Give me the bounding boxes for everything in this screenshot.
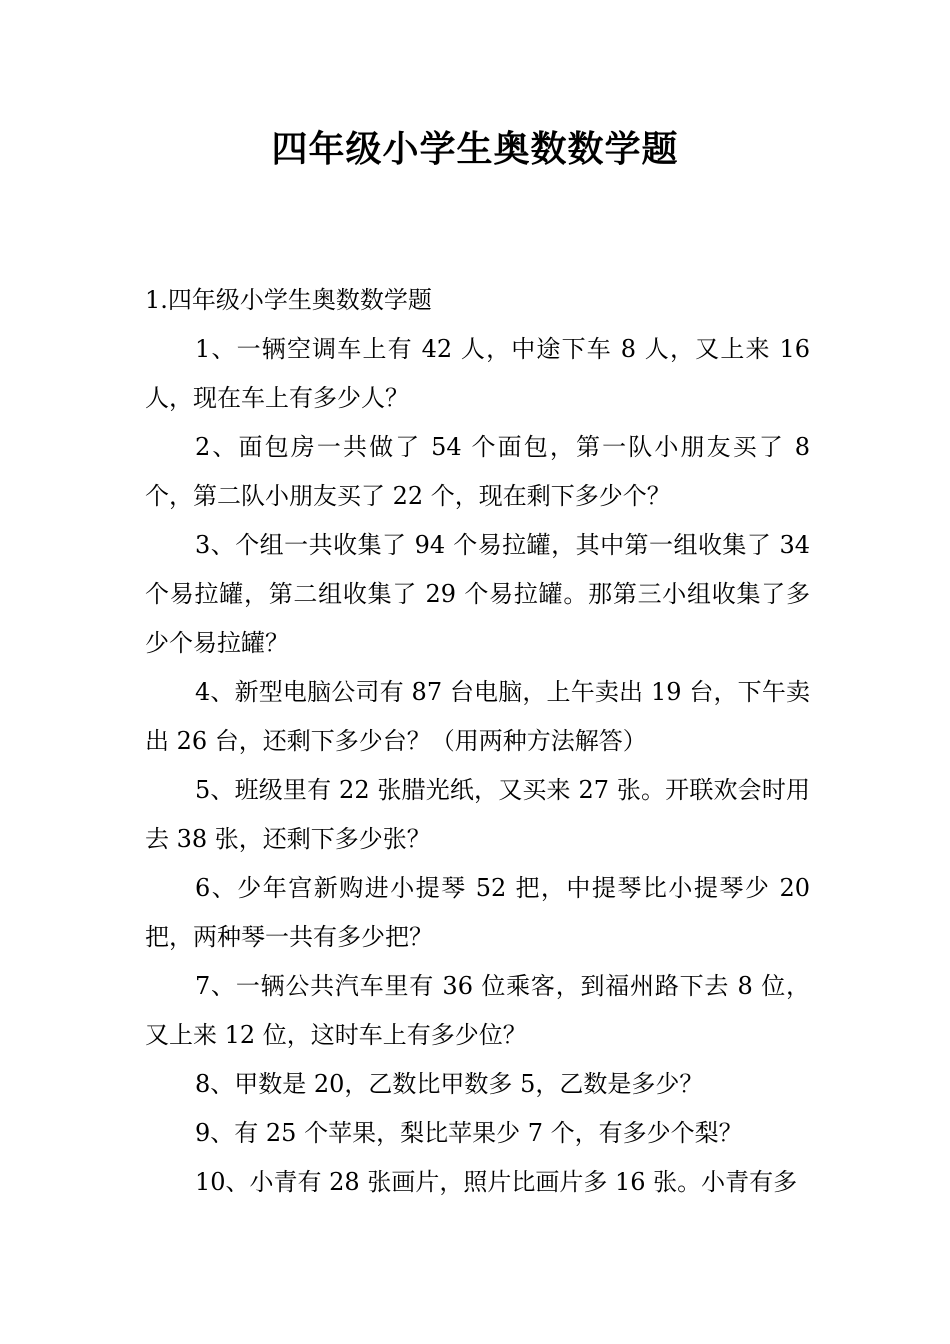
document-body [145, 276, 810, 1207]
problem-1: 1、一辆空调车上有 42 人，中途下车 8 人，又上来 16 人，现在车上有多少人？ [145, 335, 810, 412]
problem-10: 10、小青有 28 张画片，照片比画片多 16 张。小青有多 [195, 1168, 798, 1196]
problem-9: 9、有 25 个苹果，梨比苹果少 7 个，有多少个梨？ [195, 1119, 743, 1147]
problem-2: 2、面包房一共做了 54 个面包，第一队小朋友买了 8 个，第二队小朋友买了 22 个，现在剩下多少个？ [145, 433, 810, 510]
document-title: 四年级小学生奥数数学题 [271, 129, 679, 170]
problem-7: 7、一辆公共汽车里有 36 位乘客，到福州路下去 8 位，又上来 12 位，这时车上有多少位？ [145, 972, 810, 1049]
problem-6: 6、少年宫新购进小提琴 52 把，中提琴比小提琴少 20 把，两种琴一共有多少把？ [145, 874, 810, 951]
problem-3: 3、个组一共收集了 94 个易拉罐，其中第一组收集了 34 个易拉罐，第二组收集了 29 个易拉罐。那第三小组收集了多少个易拉罐？ [145, 531, 810, 657]
problem-5: 5、班级里有 22 张腊光纸，又买来 27 张。开联欢会时用去 38 张，还剩下多少张？ [145, 776, 810, 853]
section-heading: 1.四年级小学生奥数数学题 [145, 286, 432, 314]
problem-4: 4、新型电脑公司有 87 台电脑，上午卖出 19 台，下午卖出 26 台，还剩下多少台？（用两种方法解答） [145, 678, 810, 755]
problem-8: 8、甲数是 20，乙数比甲数多 5，乙数是多少？ [195, 1070, 704, 1098]
